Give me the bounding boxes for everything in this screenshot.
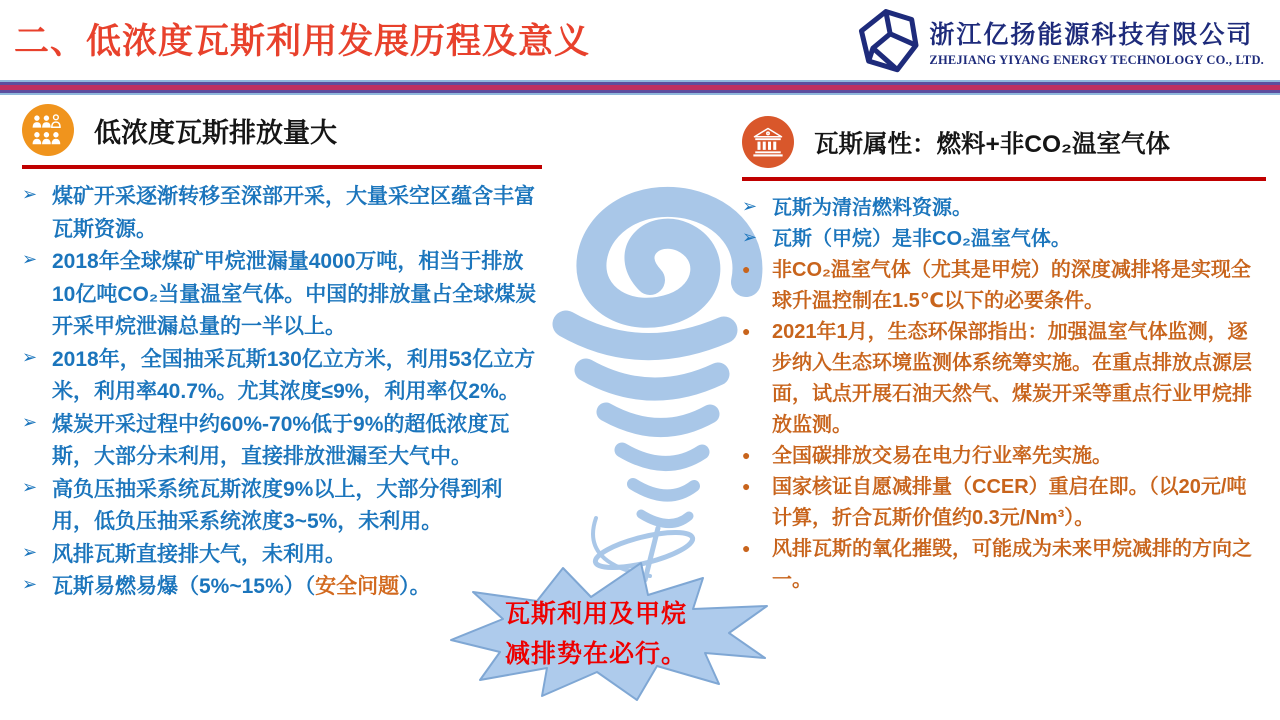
bullet-text: 国家核证自愿减排量（CCER）重启在即。（以20元/吨计算，折合瓦斯价值约0.3元/Nm³）。 [772, 476, 1247, 529]
burst-line-2: 减排势在必行。 [505, 640, 688, 668]
bullet-text: 煤炭开采过程中约60%-70%低于9%的超低浓度瓦斯，大部分未利用，直接排放泄漏至大气中。 [52, 412, 510, 468]
arrow-bullet-icon: ➢ [22, 541, 38, 562]
company-name-cn: 浙江亿扬能源科技有限公司 [929, 20, 1254, 49]
bullet-text: 非CO₂温室气体（尤其是甲烷）的深度减排将是实现全球升温控制在1.5℃以下的必要条件。 [772, 259, 1251, 312]
bullet-text-part: ）。 [399, 575, 431, 598]
left-section [22, 104, 542, 604]
arrow-bullet-icon: ➢ [22, 574, 38, 594]
list-item [22, 409, 542, 474]
arrow-bullet-icon: ➢ [22, 411, 38, 432]
left-bullet-list [22, 181, 542, 604]
list-item [742, 193, 1266, 224]
starburst-callout [443, 558, 781, 716]
arrow-bullet-icon: ➢ [22, 249, 38, 269]
left-section-title: 低浓度瓦斯排放量大 [94, 117, 337, 148]
arrow-bullet-icon: ➢ [742, 196, 758, 216]
dot-bullet-icon: ● [742, 540, 751, 556]
list-item [742, 472, 1266, 534]
company-name-en: ZHEJIANG YIYANG ENERGY TECHNOLOGY CO., LTD. [929, 52, 1264, 67]
bullet-text: 风排瓦斯直接排大气，未利用。 [52, 542, 346, 566]
left-section-underline [22, 165, 542, 169]
company-names [929, 15, 1264, 68]
company-logo [857, 8, 1264, 74]
dot-bullet-icon: ● [742, 323, 751, 339]
right-section-underline [742, 177, 1266, 181]
bullet-text: 2021年1月，生态环保部指出：加强温室气体监测，逐步纳入生态环境监测体系统筹实施。在重点排放点源层面，试点开展石油天然气、煤炭开采等重点行业甲烷排放监测。 [772, 321, 1252, 436]
dot-bullet-icon: ● [742, 447, 751, 463]
arrow-bullet-icon: ➢ [22, 346, 38, 367]
right-section-title: 瓦斯属性：燃料+非CO₂温室气体 [814, 130, 1170, 158]
arrow-bullet-icon: ➢ [22, 476, 38, 497]
list-item [22, 246, 542, 344]
header-divider [0, 80, 1280, 95]
tornado-icon [528, 182, 766, 590]
hexagon-logo-icon [857, 8, 919, 74]
bank-building-icon [742, 116, 794, 168]
bullet-text: 瓦斯为清洁燃料资源。 [772, 197, 972, 219]
list-item [742, 534, 1266, 596]
burst-line-1: 瓦斯利用及甲烷 [505, 600, 688, 628]
right-section-header [742, 116, 1266, 168]
list-item [22, 181, 542, 246]
list-item [742, 317, 1266, 441]
right-bullet-list [742, 193, 1266, 596]
bullet-text: 2018年，全国抽采瓦斯130亿立方米，利用53亿立方米，利用率40.7%。尤其浓度≤9%，利用率仅2%。 [52, 347, 536, 403]
bullet-text [52, 571, 431, 604]
left-section-header [22, 104, 542, 156]
bullet-text: 全国碳排放交易在电力行业率先实施。 [772, 445, 1112, 467]
dot-bullet-icon: ● [742, 478, 751, 494]
right-section [742, 116, 1266, 596]
list-item [742, 255, 1266, 317]
list-item [22, 474, 542, 539]
arrow-bullet-icon: ➢ [742, 227, 758, 247]
dot-bullet-icon: ● [742, 261, 751, 277]
page-title: 二、低浓度瓦斯利用发展历程及意义 [14, 22, 591, 61]
arrow-bullet-icon: ➢ [22, 184, 38, 204]
list-item [22, 344, 542, 409]
list-item [742, 224, 1266, 255]
bullet-text: 风排瓦斯的氧化摧毁，可能成为未来甲烷减排的方向之一。 [772, 538, 1252, 591]
burst-text [505, 594, 687, 674]
bullet-text: 2018年全球煤矿甲烷泄漏量4000万吨，相当于排放10亿吨CO₂当量温室气体。中国的排放量占全球煤炭开采甲烷泄漏总量的一半以上。 [52, 250, 537, 338]
people-group-icon [22, 104, 74, 156]
safety-highlight: 安全问题 [315, 575, 400, 598]
bullet-text-part: 瓦斯易燃易爆（5%~15%）（ [52, 575, 316, 598]
bullet-text: 煤矿开采逐渐转移至深部开采，大量采空区蕴含丰富瓦斯资源。 [52, 185, 535, 241]
bullet-text: 高负压抽采系统瓦斯浓度9%以上，大部分得到利用，低负压抽采系统浓度3~5%，未利用。 [52, 477, 503, 533]
bullet-text: 瓦斯（甲烷）是非CO₂温室气体。 [772, 228, 1071, 250]
list-item [742, 441, 1266, 472]
